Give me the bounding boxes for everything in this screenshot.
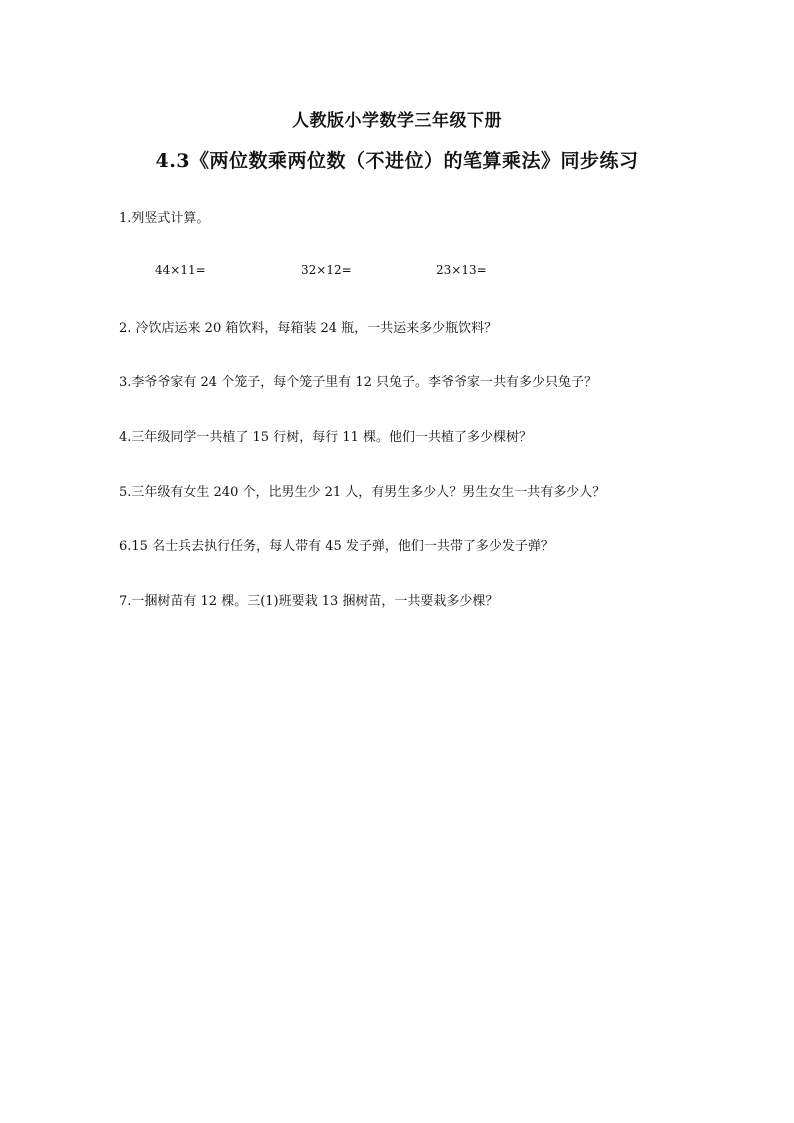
question-7: 7.一捆树苗有 12 棵。三(1)班要栽 13 捆树苗，一共要栽多少棵？ xyxy=(119,594,499,609)
expression-2: 32×12= xyxy=(301,263,352,277)
expression-1: 44×11= xyxy=(155,263,206,277)
page-subtitle: 4.3《两位数乘两位数（不进位）的笔算乘法》同步练习 xyxy=(155,150,639,172)
page-title: 人教版小学数学三年级下册 xyxy=(292,111,502,131)
question-4: 4.三年级同学一共植了 15 行树，每行 11 棵。他们一共植了多少棵树？ xyxy=(119,430,533,445)
question-3: 3.李爷爷家有 24 个笼子，每个笼子里有 12 只兔子。李爷爷家一共有多少只兔子？ xyxy=(119,375,598,390)
question-5: 5.三年级有女生 240 个，比男生少 21 人，有男生多少人？男生女生一共有多少人？ xyxy=(119,485,606,500)
question-6: 6.15 名士兵去执行任务，每人带有 45 发子弹，他们一共带了多少发子弹？ xyxy=(119,539,554,554)
expression-3: 23×13= xyxy=(436,263,487,277)
question-1: 1.列竖式计算。 xyxy=(119,211,210,226)
question-2: 2. 冷饮店运来 20 箱饮料，每箱装 24 瓶，一共运来多少瓶饮料？ xyxy=(119,321,498,336)
